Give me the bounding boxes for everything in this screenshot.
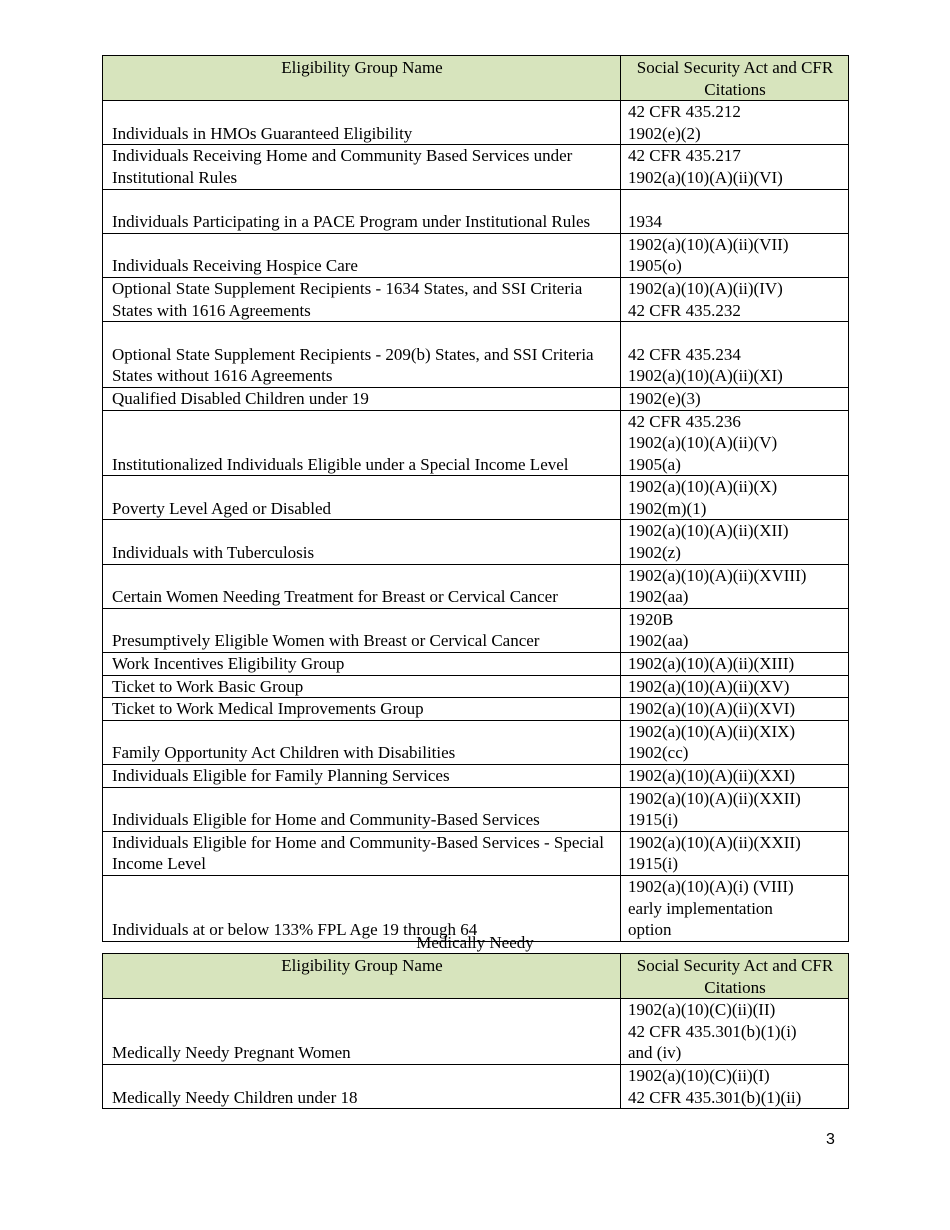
eligibility-group-name: Institutionalized Individuals Eligible under a Special Income Level [103,410,621,476]
citations-cell [621,999,849,1065]
table-row [103,1064,849,1108]
citations-cell [621,520,849,564]
eligibility-group-name: Qualified Disabled Children under 19 [103,387,621,410]
table-row [103,765,849,788]
eligibility-group-name: Ticket to Work Basic Group [103,675,621,698]
table-row [103,476,849,520]
eligibility-group-name: Individuals Receiving Hospice Care [103,233,621,277]
eligibility-group-name: Presumptively Eligible Women with Breast or Cervical Cancer [103,608,621,652]
citation-line: 1902(a)(10)(A)(ii)(V) [628,433,778,453]
citations-cell [621,101,849,145]
table-row [103,410,849,476]
citation-line: 1902(a)(10)(A)(ii)(XVIII) [628,565,807,585]
citations-cell [621,233,849,277]
eligibility-group-name: Medically Needy Children under 18 [103,1064,621,1108]
medically-needy-table [102,953,849,1109]
citation-line: 1902(a)(10)(A)(ii)(XI) [628,366,783,386]
optional-eligibility-rows [103,101,849,942]
citation-line: 1902(a)(10)(A)(ii)(XVI) [628,699,796,719]
citations-cell [621,189,849,233]
eligibility-group-name: Optional State Supplement Recipients - 209(b) States, and SSI Criteria States without 1616 Agreements [103,322,621,388]
table-row [103,698,849,721]
citations-cell [621,831,849,875]
citation-line: 1902(e)(2) [628,123,701,143]
medically-needy-rows [103,999,849,1109]
citation-line: 1902(a)(10)(A)(ii)(XV) [628,676,790,696]
citations-cell [621,1064,849,1108]
table-header-row [103,954,849,999]
table-row [103,387,849,410]
citation-line: 42 CFR 435.301(b)(1)(ii) [628,1087,802,1107]
citation-line: 1920B [628,609,674,629]
citation-line: 1905(o) [628,256,682,276]
citation-line: 1902(a)(10)(C)(ii)(II) [628,1000,776,1020]
citation-line: and (iv) [628,1043,682,1063]
citations-cell [621,720,849,764]
citation-line: 1902(m)(1) [628,498,707,518]
citations-cell [621,322,849,388]
citation-line: 42 CFR 435.232 [628,300,741,320]
table-row [103,608,849,652]
citation-line: 1902(a)(10)(A)(ii)(XXII) [628,788,801,808]
citation-line: 1902(a)(10)(A)(ii)(VI) [628,167,783,187]
citations-cell [621,410,849,476]
citations-cell [621,765,849,788]
citation-line: option [628,920,672,940]
header-group-name: Eligibility Group Name [103,954,621,999]
citation-line: 1902(a)(10)(A)(ii)(XIX) [628,721,796,741]
table-row [103,564,849,608]
citation-line: 1905(a) [628,454,681,474]
citation-line: 1902(a)(10)(A)(i) (VIII) [628,876,794,896]
citation-line: 1902(a)(10)(A)(ii)(X) [628,477,778,497]
citation-line: 1902(aa) [628,587,689,607]
citation-line: 1902(e)(3) [628,388,701,408]
table-row [103,233,849,277]
table-row [103,999,849,1065]
eligibility-group-name: Poverty Level Aged or Disabled [103,476,621,520]
citation-line: 1915(i) [628,854,679,874]
eligibility-group-name: Medically Needy Pregnant Women [103,999,621,1065]
header-citations: Social Security Act and CFR Citations [621,954,849,999]
citation-line: 42 CFR 435.234 [628,344,741,364]
eligibility-group-name: Individuals at or below 133% FPL Age 19 through 64 [103,875,621,941]
header-citations: Social Security Act and CFR Citations [621,56,849,101]
citations-cell [621,653,849,676]
eligibility-group-name: Family Opportunity Act Children with Disabilities [103,720,621,764]
citation-line: 1902(a)(10)(A)(ii)(XIII) [628,654,795,674]
citation-line: early implementation [628,898,773,918]
citation-line: 1902(a)(10)(C)(ii)(I) [628,1065,770,1085]
citation-line: 1902(z) [628,543,681,563]
table-row [103,831,849,875]
eligibility-group-name: Individuals Participating in a PACE Program under Institutional Rules [103,189,621,233]
citation-line: 1902(aa) [628,631,689,651]
table-row [103,277,849,321]
section-title: Medically Needy [416,933,534,952]
eligibility-group-name: Individuals with Tuberculosis [103,520,621,564]
eligibility-group-name: Individuals Eligible for Home and Community-Based Services [103,787,621,831]
eligibility-group-name: Ticket to Work Medical Improvements Group [103,698,621,721]
citation-line: 42 CFR 435.236 [628,411,741,431]
citations-cell [621,476,849,520]
table-row [103,675,849,698]
citation-line: 1902(a)(10)(A)(ii)(XII) [628,521,789,541]
eligibility-group-name: Work Incentives Eligibility Group [103,653,621,676]
citations-cell [621,277,849,321]
citation-line: 42 CFR 435.217 [628,146,741,166]
table-row [103,101,849,145]
eligibility-group-name: Individuals Eligible for Home and Community-Based Services - Special Income Level [103,831,621,875]
optional-eligibility-table [102,55,849,942]
citations-cell [621,608,849,652]
citation-line: 1902(a)(10)(A)(ii)(XXI) [628,766,796,785]
citation-line: 1902(a)(10)(A)(ii)(VII) [628,234,789,254]
table-row [103,787,849,831]
eligibility-group-name: Individuals Eligible for Family Planning Services [103,765,621,788]
table-row [103,322,849,388]
citation-line: 42 CFR 435.212 [628,102,741,122]
citation-line [628,190,840,212]
eligibility-group-name: Certain Women Needing Treatment for Breast or Cervical Cancer [103,564,621,608]
citation-line: 42 CFR 435.301(b)(1)(i) [628,1021,797,1041]
eligibility-group-name: Individuals Receiving Home and Community Based Services under Institutional Rules [103,145,621,189]
citation-line: 1915(i) [628,810,679,830]
table-row [103,720,849,764]
page-number: 3 [826,1131,835,1148]
citations-cell [621,787,849,831]
citations-cell [621,698,849,721]
citations-cell [621,675,849,698]
table-row [103,653,849,676]
citation-line: 1902(a)(10)(A)(ii)(XXII) [628,832,801,852]
table-row [103,189,849,233]
table-row [103,145,849,189]
table-header-row [103,56,849,101]
citations-cell [621,564,849,608]
citations-cell [621,387,849,410]
citation-line: 1934 [628,212,662,232]
citation-line: 1902(a)(10)(A)(ii)(IV) [628,278,783,298]
citation-line: 1902(cc) [628,743,689,763]
citation-line [628,322,840,344]
table-row [103,520,849,564]
header-group-name: Eligibility Group Name [103,56,621,101]
eligibility-group-name: Optional State Supplement Recipients - 1634 States, and SSI Criteria States with 1616 Agreements [103,277,621,321]
eligibility-group-name: Individuals in HMOs Guaranteed Eligibility [103,101,621,145]
citations-cell [621,145,849,189]
